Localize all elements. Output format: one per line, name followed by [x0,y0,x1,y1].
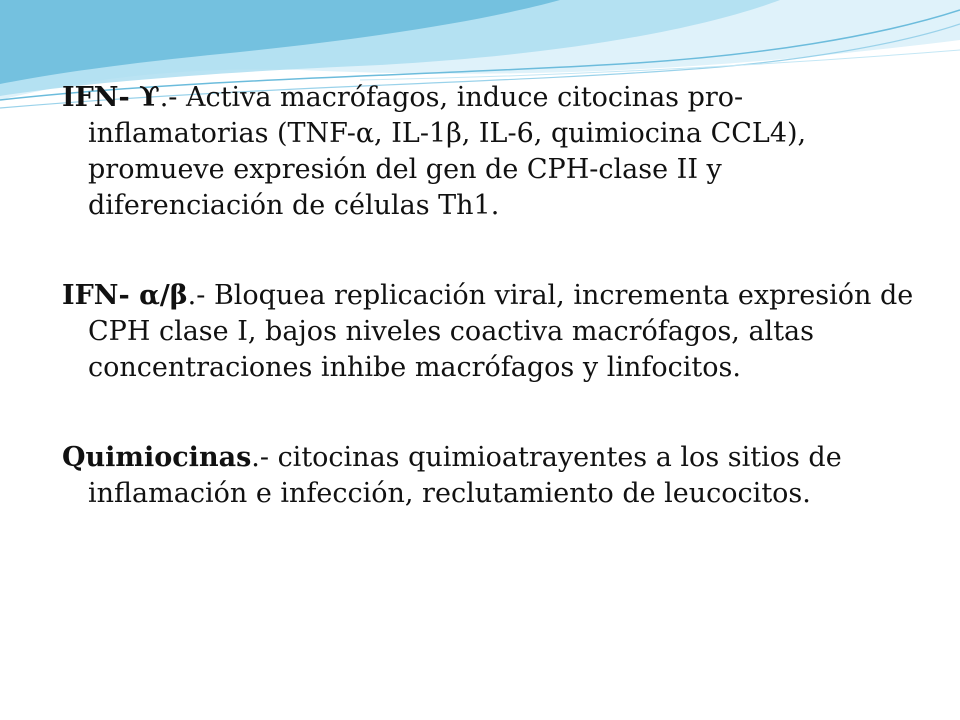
description-ifn-alpha-beta: Bloquea replicación viral, incrementa expresión de CPH clase I, bajos niveles coactiva macrófagos, altas concentraciones inhibe macrófagos y linfocitos. [88,280,914,383]
paragraph-ifn-alpha-beta [62,278,922,386]
separator: .- [159,82,187,113]
term-ifn-gamma: IFN- ϒ [62,82,160,113]
separator: .- [187,280,214,311]
term-ifn-alpha-beta: IFN- α/β [62,280,188,311]
description-ifn-gamma: Activa macrófagos, induce citocinas pro-inflamatorias (TNF-α, IL-1β, IL-6, quimiocina CCL4), promueve expresión del gen de CPH-clase II y diferenciación de células Th1. [88,82,807,221]
term-quimiocinas: Quimiocinas [62,442,252,473]
separator: .- [251,442,278,473]
paragraph-ifn-gamma [62,80,922,224]
description-quimiocinas: citocinas quimioatrayentes a los sitios de inflamación e infección, reclutamiento de leucocitos. [88,442,842,509]
text-content [62,80,922,566]
paragraph-quimiocinas [62,440,922,512]
